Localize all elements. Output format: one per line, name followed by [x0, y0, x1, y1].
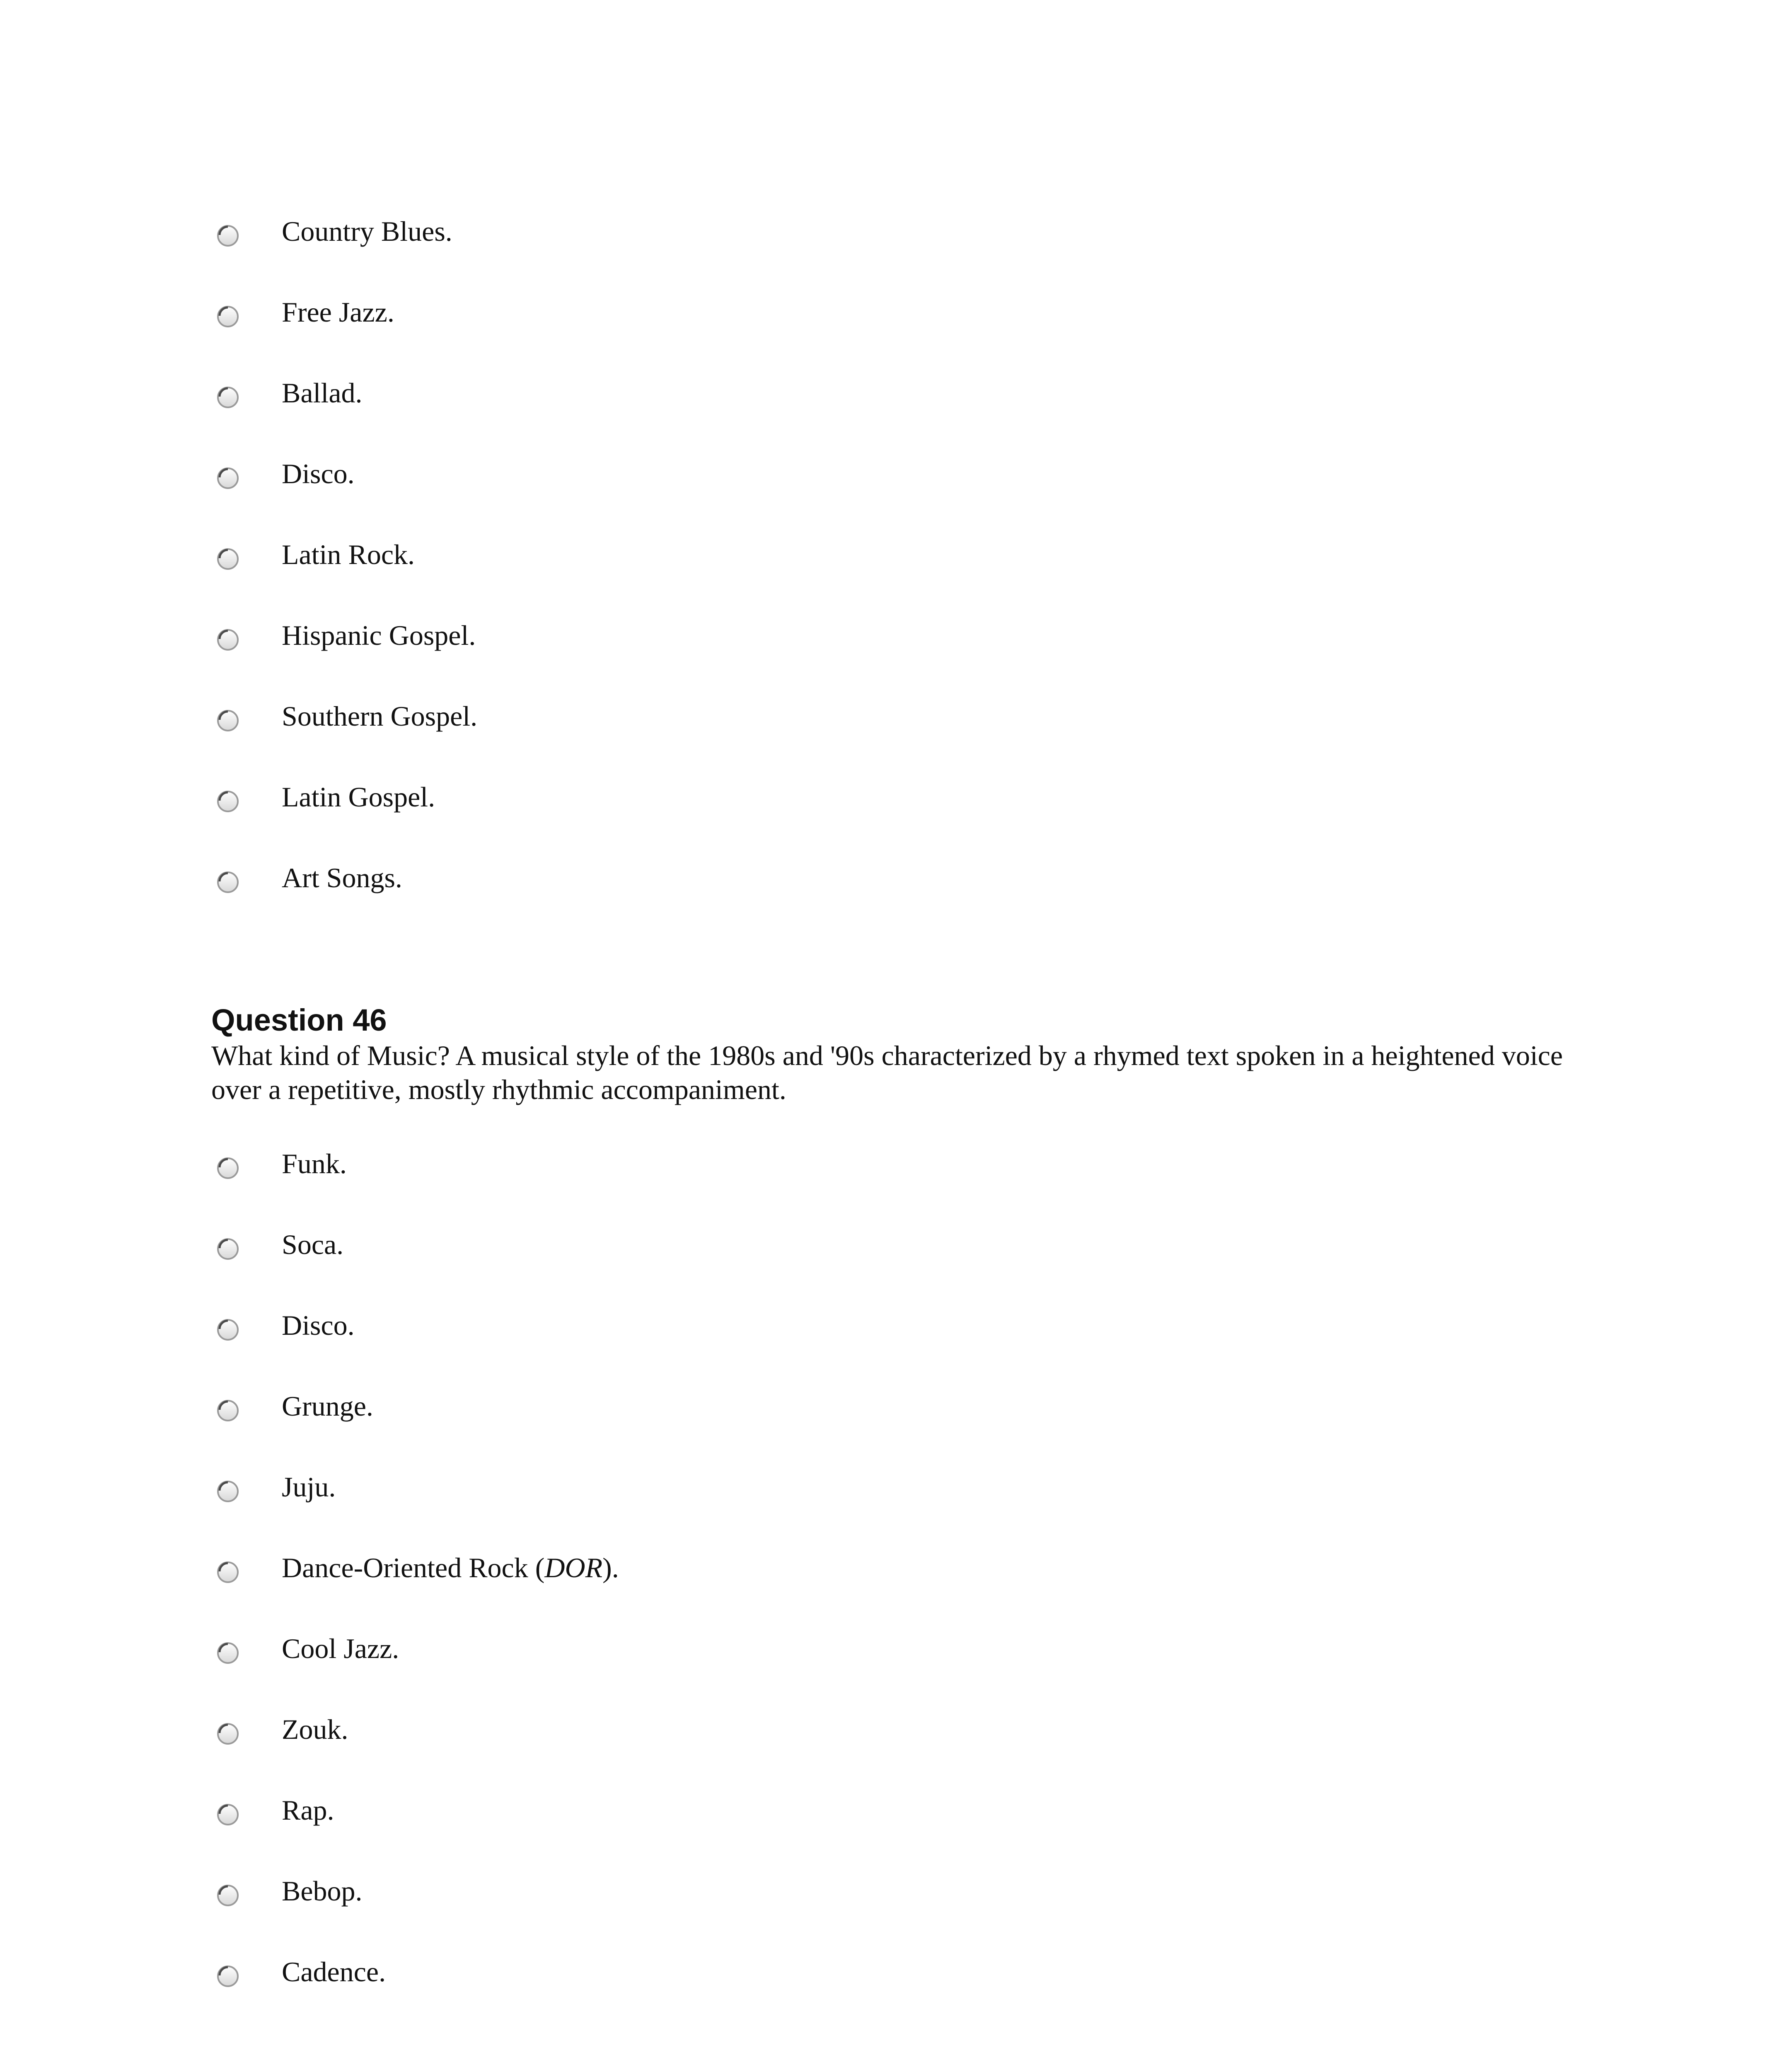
radio-button-icon[interactable]	[216, 466, 240, 490]
q45-option-latin-rock[interactable]	[0, 539, 1492, 593]
radio-button-icon[interactable]	[216, 1722, 240, 1746]
radio-button-icon[interactable]	[216, 628, 240, 652]
q45-option-disco[interactable]	[0, 458, 1492, 512]
option-label: Country Blues.	[282, 215, 452, 247]
radio-button-icon[interactable]	[216, 789, 240, 813]
radio-button-icon[interactable]	[216, 1399, 240, 1423]
option-label: Latin Gospel.	[282, 781, 435, 813]
radio-button-icon[interactable]	[216, 1641, 240, 1665]
option-label: Rap.	[282, 1794, 334, 1826]
option-label: Juju.	[282, 1471, 336, 1503]
q46-option-funk[interactable]	[0, 1148, 1492, 1202]
option-label: Grunge.	[282, 1390, 373, 1422]
q46-option-grunge[interactable]	[0, 1390, 1492, 1444]
q46-option-bebop[interactable]	[0, 1875, 1492, 1929]
option-label: Soca.	[282, 1229, 344, 1260]
radio-button-icon[interactable]	[216, 1883, 240, 1907]
radio-button-icon[interactable]	[216, 1318, 240, 1342]
q46-option-cadence[interactable]	[0, 1956, 1492, 2010]
option-label: Hispanic Gospel.	[282, 620, 476, 651]
radio-button-icon[interactable]	[216, 547, 240, 571]
radio-button-icon[interactable]	[216, 1964, 240, 1988]
radio-button-icon[interactable]	[216, 305, 240, 329]
radio-button-icon[interactable]	[216, 1237, 240, 1261]
option-label: Latin Rock.	[282, 539, 415, 570]
option-label-text: Dance-Oriented Rock (	[282, 1552, 545, 1583]
option-label: Art Songs.	[282, 862, 402, 893]
q45-option-ballad[interactable]	[0, 377, 1492, 431]
q45-option-free-jazz[interactable]	[0, 296, 1492, 350]
q46-option-juju[interactable]	[0, 1471, 1492, 1525]
q46-option-dance-oriented-rock[interactable]	[0, 1552, 1492, 1606]
option-label-text-end: ).	[602, 1552, 619, 1583]
question-46-heading: Question 46	[211, 1003, 387, 1037]
radio-button-icon[interactable]	[216, 1560, 240, 1584]
radio-button-icon[interactable]	[216, 224, 240, 248]
option-label: Ballad.	[282, 377, 363, 409]
q46-option-disco[interactable]	[0, 1310, 1492, 1363]
q45-option-country-blues[interactable]	[0, 215, 1492, 269]
q45-option-latin-gospel[interactable]	[0, 781, 1492, 835]
option-label	[282, 1551, 619, 1584]
option-label: Disco.	[282, 458, 355, 489]
q46-option-rap[interactable]	[0, 1794, 1492, 1848]
q46-option-soca[interactable]	[0, 1229, 1492, 1283]
radio-button-icon[interactable]	[216, 385, 240, 409]
option-label: Bebop.	[282, 1875, 363, 1907]
radio-button-icon[interactable]	[216, 870, 240, 894]
radio-button-icon[interactable]	[216, 1479, 240, 1503]
option-label: Zouk.	[282, 1714, 348, 1745]
q46-option-cool-jazz[interactable]	[0, 1633, 1492, 1687]
radio-button-icon[interactable]	[216, 709, 240, 733]
q45-option-art-songs[interactable]	[0, 862, 1492, 916]
option-label: Cadence.	[282, 1956, 386, 1987]
option-label: Free Jazz.	[282, 296, 394, 328]
q45-option-southern-gospel[interactable]	[0, 700, 1492, 754]
option-label: Cool Jazz.	[282, 1633, 399, 1664]
radio-button-icon[interactable]	[216, 1156, 240, 1180]
q46-option-zouk[interactable]	[0, 1714, 1492, 1767]
option-label: Southern Gospel.	[282, 700, 478, 732]
radio-button-icon[interactable]	[216, 1803, 240, 1827]
question-46-prompt: What kind of Music? A musical style of the 1980s and '90s characterized by a rhymed text spoken in a heightened voice over a repetitive, mostly rhythmic accompaniment.	[211, 1040, 1563, 1105]
q45-option-hispanic-gospel[interactable]	[0, 620, 1492, 673]
option-label: Disco.	[282, 1310, 355, 1341]
option-label: Funk.	[282, 1148, 347, 1179]
option-label-italic: DOR	[544, 1552, 603, 1583]
